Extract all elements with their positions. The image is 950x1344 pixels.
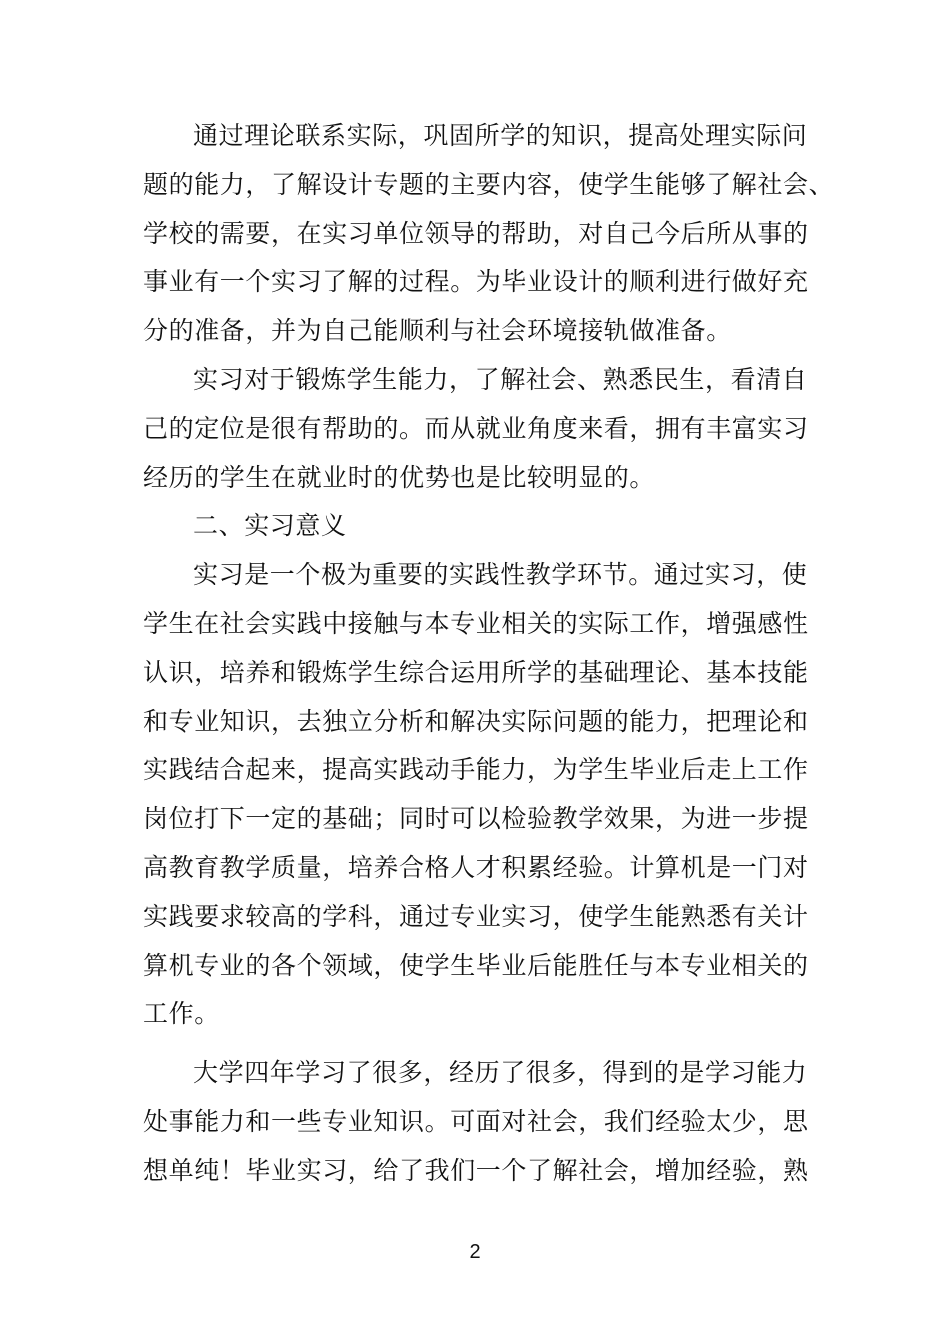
paragraph-line: 和专业知识，去独立分析和解决实际问题的能力，把理论和 [143, 706, 809, 736]
section-heading-text: 二、实习意义 [193, 511, 347, 541]
paragraph-line: 实习对于锻炼学生能力，了解社会、熟悉民生，看清自 [193, 364, 808, 394]
paragraph-line: 算机专业的各个领域，使学生毕业后能胜任与本专业相关的 [143, 950, 809, 980]
paragraph-line: 处事能力和一些专业知识。可面对社会，我们经验太少，思 [143, 1106, 809, 1136]
page-number: 2 [469, 1241, 481, 1263]
paragraph-line: 学生在社会实践中接触与本专业相关的实际工作，增强感性 [143, 608, 809, 638]
body-text [143, 112, 833, 1196]
paragraph-line: 实践结合起来，提高实践动手能力，为学生毕业后走上工作 [143, 755, 809, 785]
section-heading [143, 502, 833, 551]
paragraph-line: 岗位打下一定的基础；同时可以检验教学效果，为进一步提 [143, 804, 809, 834]
paragraph-line: 大学四年学习了很多，经历了很多，得到的是学习能力 [193, 1058, 808, 1088]
paragraph [143, 112, 833, 356]
paragraph-line: 题的能力，了解设计专题的主要内容，使学生能够了解社会、 [143, 169, 835, 199]
paragraph-line: 经历的学生在就业时的优势也是比较明显的。 [143, 462, 656, 492]
paragraph-line: 学校的需要，在实习单位领导的帮助，对自己今后所从事的 [143, 218, 809, 248]
paragraph-line: 实践要求较高的学科，通过专业实习，使学生能熟悉有关计 [143, 901, 809, 931]
paragraph [143, 551, 833, 1039]
paragraph-line: 想单纯！毕业实习，给了我们一个了解社会，增加经验，熟 [143, 1155, 809, 1185]
paragraph-line: 认识，培养和锻炼学生综合运用所学的基础理论、基本技能 [143, 657, 809, 687]
paragraph-line: 通过理论联系实际，巩固所学的知识，提高处理实际问 [193, 121, 808, 150]
paragraph-line: 事业有一个实习了解的过程。为毕业设计的顺利进行做好充 [143, 267, 809, 297]
paragraph-spacer [143, 1039, 833, 1049]
paragraph-line: 工作。 [143, 999, 220, 1029]
paragraph-line: 己的定位是很有帮助的。而从就业角度来看，拥有丰富实习 [143, 413, 809, 443]
paragraph-line: 分的准备，并为自己能顺利与社会环境接轨做准备。 [143, 316, 732, 346]
paragraph-line: 高教育教学质量，培养合格人才积累经验。计算机是一门对 [143, 852, 809, 882]
paragraph [143, 1049, 833, 1195]
paragraph [143, 356, 833, 502]
paragraph-line: 实习是一个极为重要的实践性教学环节。通过实习，使 [193, 560, 808, 590]
